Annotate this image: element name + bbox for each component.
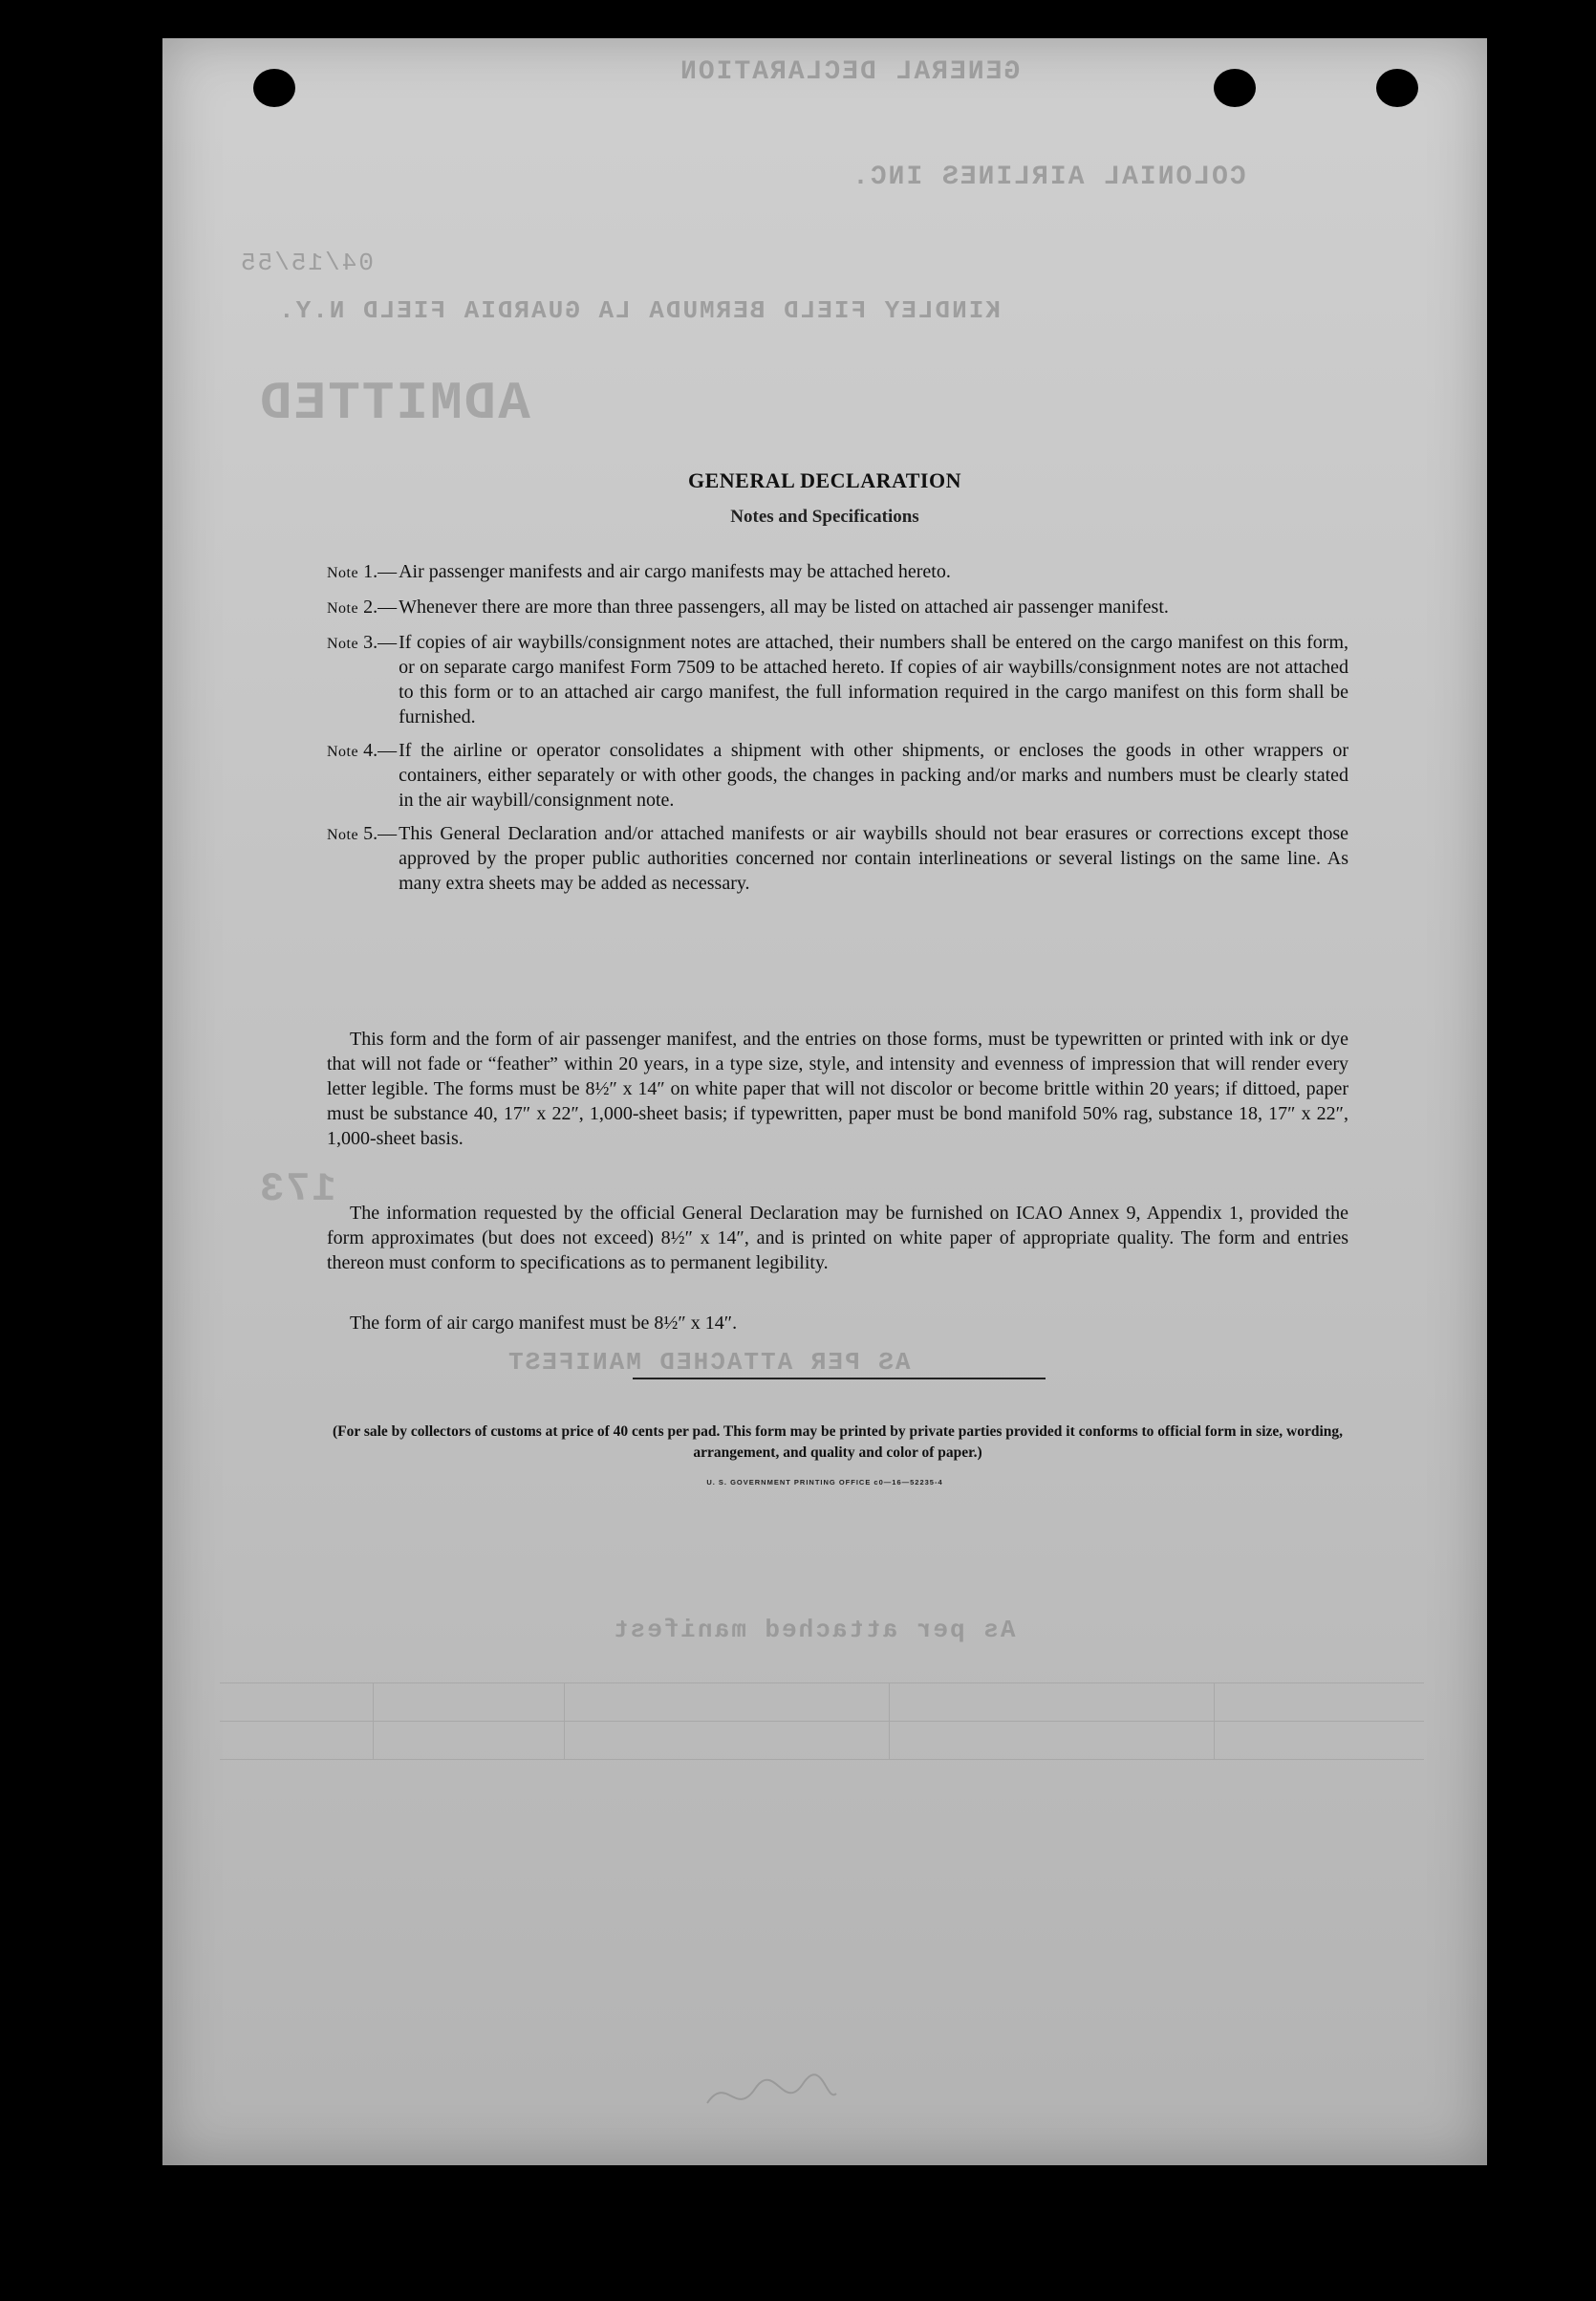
note-label: Note 2.— — [327, 597, 398, 618]
bleed-through-rule — [373, 1682, 374, 1759]
paragraph-print-requirements: This form and the form of air passenger manifest, and the entries on those forms, must be typewritten or printed with ink or dye that will not fade or “feather” within 20 years, in a type size, style, and intensity and evenness of impression that will render every letter legible. The forms must be 8½″ x 14″ on white paper that will not discolor or become brittle within 20 years; if dittoed, paper must be substance 40, 17″ x 22″, 1,000-sheet basis; if typewritten, paper must be bond manifold 50% rag, substance 18, 17″ x 22″, 1,000-sheet basis. — [327, 1029, 1348, 1149]
bleed-through-date: 04/15/55 — [239, 249, 374, 277]
punch-hole-right — [1376, 69, 1418, 107]
bleed-through-stamp: ADMITTED — [258, 373, 530, 434]
note-text: If the airline or operator consolidates a shipment with other shipments, or encloses the goods in other wrappers or containers, either separately or with other goods, the changes in packing and/or marks and numbers must be clearly stated in the air waybill/consignment note. — [399, 740, 1348, 811]
bleed-through-rule — [564, 1682, 565, 1759]
note-item — [327, 738, 1348, 813]
bleed-through-rule — [889, 1682, 890, 1759]
note-label: Note 1.— — [327, 561, 398, 582]
punch-hole-middle — [1214, 69, 1256, 107]
bleed-through-rule — [220, 1682, 1424, 1683]
bleed-through-route: KINDLEY FIELD BERMUDA LA GUARDIA FIELD N.Y. — [277, 296, 1001, 325]
bleed-through-rule — [220, 1759, 1424, 1760]
note-item — [327, 630, 1348, 729]
note-text: Whenever there are more than three passengers, all may be listed on attached air passenger manifest. — [399, 597, 1169, 618]
paragraph-icao-annex: The information requested by the official General Declaration may be furnished on ICAO Annex 9, Appendix 1, provided the form approximates (but does not exceed) 8½″ x 14″, and is printed on white paper of appropriate quality. The form and entries thereon must conform to specifications as to permanent legibility. — [327, 1203, 1348, 1273]
printer-line: U. S. GOVERNMENT PRINTING OFFICE c0—16—52235-4 — [706, 1478, 943, 1487]
document-title: GENERAL DECLARATION — [688, 468, 961, 492]
note-text: If copies of air waybills/consignment notes are attached, their numbers shall be entered on the cargo manifest on this form, or on separate cargo manifest Form 7509 to be attached hereto. If copies of air waybills/consignment notes are not attached to this form or to an attached air cargo manifest, the full information required in the cargo manifest on this form shall be furnished. — [399, 632, 1348, 727]
bleed-through-rule — [1214, 1682, 1215, 1759]
note-label: Note 5.— — [327, 823, 398, 844]
bleed-through-airline: COLONIAL AIRLINES INC. — [851, 163, 1246, 192]
sale-notice: (For sale by collectors of customs at price of 40 cents per pad. This form may be printed by private parties provided it conforms to official form in size, wording, arrangement, and quality and color of paper.) — [332, 1423, 1344, 1461]
bleed-through-side-number: 173 — [258, 1166, 336, 1212]
document-subtitle: Notes and Specifications — [730, 507, 919, 527]
note-text: This General Declaration and/or attached manifests or air waybills should not bear erasures or corrections except those approved by the proper public authorities concerned nor contain interlineations or several listings on the same line. As many extra sheets may be added as necessary. — [399, 823, 1348, 894]
note-label: Note 3.— — [327, 632, 398, 653]
section-divider — [633, 1378, 1046, 1379]
bleed-through-signature — [698, 2065, 841, 2122]
note-item — [327, 559, 1348, 586]
bleed-through-rule — [220, 1721, 1424, 1722]
punch-hole-left — [253, 69, 295, 107]
note-item — [327, 595, 1348, 621]
paragraph-cargo-manifest-size: The form of air cargo manifest must be 8½″ x 14″. — [350, 1313, 738, 1334]
note-item — [327, 821, 1348, 896]
bleed-through-manifest-note: AS PER ATTACHED MANIFEST — [507, 1348, 911, 1377]
note-label: Note 4.— — [327, 740, 398, 761]
bleed-through-header: GENERAL DECLARATION — [679, 57, 1021, 87]
bleed-through-cargo-note: As per attached manifest — [612, 1616, 1016, 1644]
note-text: Air passenger manifests and air cargo manifests may be attached hereto. — [399, 561, 951, 582]
notes-list — [327, 559, 1348, 904]
